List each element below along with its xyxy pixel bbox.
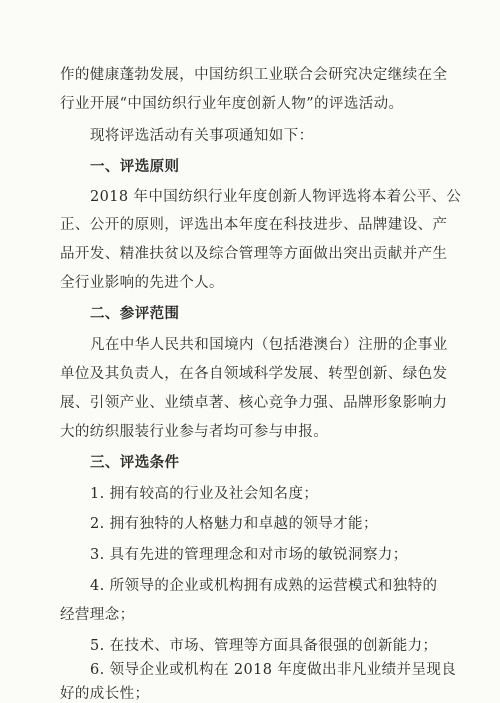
section-1-line-4: 全行业影响的先进个人。 bbox=[60, 275, 224, 291]
section-2-line-4: 大的纺织服装行业参与者均可参与申报。 bbox=[60, 424, 329, 440]
section-1-line-3: 品开发、精准扶贫以及综合管理等方面做出突出贡献并产生 bbox=[60, 246, 448, 262]
condition-item-6: 6. 领导企业或机构在 2018 年度做出非凡业绩并呈现良 bbox=[90, 662, 457, 678]
intro-line-2: 行业开展“中国纺织行业年度创新人物”的评选活动。 bbox=[60, 96, 404, 112]
condition-item-6-continued: 好的成长性； bbox=[60, 686, 150, 702]
section-3-heading: 三、评选条件 bbox=[90, 454, 180, 471]
intro-line-3: 现将评选活动有关事项通知如下： bbox=[90, 128, 314, 144]
condition-item-4-continued: 经营理念； bbox=[60, 607, 135, 623]
section-2-line-2: 单位及其负责人，在各自领域科学发展、转型创新、绿色发 bbox=[60, 366, 448, 382]
section-1-heading: 一、评选原则 bbox=[90, 158, 180, 175]
section-1-line-2: 正、公开的原则，评选出本年度在科技进步、品牌建设、产 bbox=[60, 217, 448, 233]
section-2-line-1: 凡在中华人民共和国境内（包括港澳台）注册的企事业 bbox=[90, 337, 448, 353]
intro-line-1: 作的健康蓬勃发展，中国纺织工业联合会研究决定继续在全 bbox=[60, 67, 448, 83]
section-1-line-1: 2018 年中国纺织行业年度创新人物评选将本着公平、公 bbox=[90, 189, 462, 205]
condition-item-2: 2. 拥有独特的人格魅力和卓越的领导才能； bbox=[90, 516, 378, 532]
section-2-line-3: 展、引领产业、业绩卓著、核心竞争力强、品牌形象影响力 bbox=[60, 395, 448, 411]
condition-item-5: 5. 在技术、市场、管理等方面具备很强的创新能力； bbox=[90, 638, 438, 654]
condition-item-1: 1. 拥有较高的行业及社会知名度； bbox=[90, 486, 319, 502]
condition-item-3: 3. 具有先进的管理理念和对市场的敏锐洞察力； bbox=[90, 547, 408, 563]
condition-item-4: 4. 所领导的企业或机构拥有成熟的运营模式和独特的 bbox=[90, 578, 438, 594]
section-2-heading: 二、参评范围 bbox=[90, 305, 180, 322]
